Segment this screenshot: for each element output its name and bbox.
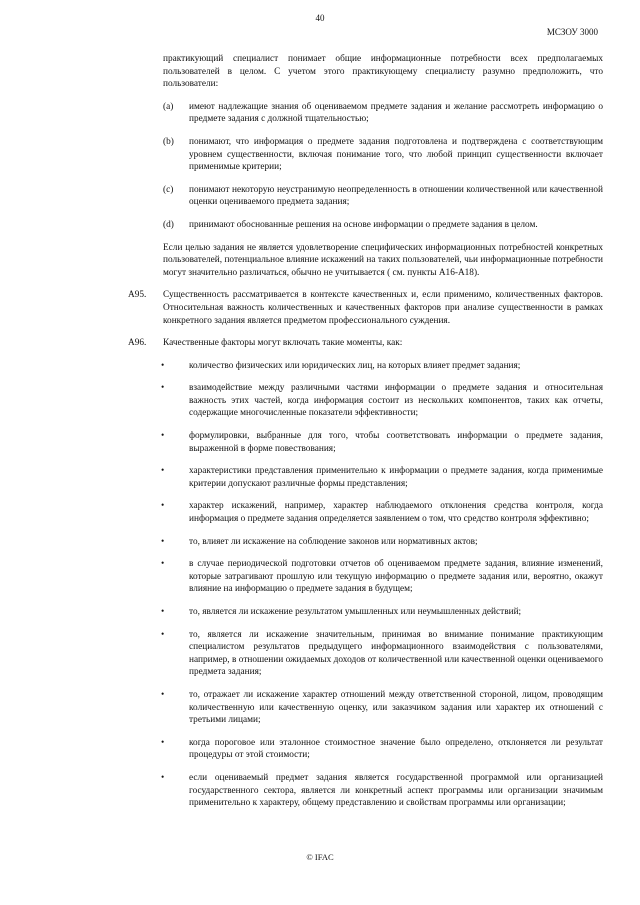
list-marker: (b) — [163, 136, 174, 147]
bullet-text: когда пороговое или эталонное стоимостное значение было определено, отклоняется ли результат процедуры от этой стоимости; — [189, 737, 603, 761]
list-item-text: понимают некоторую неустранимую неопределенность в отношении количественной или качественной оценки оцениваемого предмета задания; — [189, 184, 603, 208]
bullet-icon: • — [161, 536, 165, 547]
bullet-item — [161, 465, 603, 490]
bullet-item — [161, 558, 603, 596]
list-marker: (d) — [163, 219, 174, 230]
closing-paragraph: Если целью задания не является удовлетворение специфических информационных потребностей конкретных пользователей, потенциальное влияние искажений на таких пользователей, чьи информационные потребности могут значительно различаться, обычно не учитывается ( см. пункты А16-А18). — [163, 242, 603, 278]
bullet-icon: • — [161, 689, 165, 700]
paragraph-a95 — [128, 289, 603, 327]
bullet-icon: • — [161, 466, 165, 477]
list-item-b — [163, 136, 603, 174]
bullet-icon: • — [161, 383, 165, 394]
bullet-item — [161, 606, 603, 619]
bullet-item — [161, 360, 603, 373]
bullet-text: характер искажений, например, характер наблюдаемого отклонения средства контроля, когда информация о предмете задания определяется заявлением о том, что средство контроля эффективно; — [189, 501, 603, 525]
document-code: МСЗОУ 3000 — [546, 27, 598, 37]
bullet-text: если оцениваемый предмет задания является государственной программой или организацией государственного сектора, является ли конкретный аспект программы или организации значимым применительно к характеру, общему представлению и свойствам программы или организации; — [189, 772, 603, 809]
bullet-text: то, отражает ли искажение характер отношений между ответственной стороной, лицом, проводящим количественную или качественную оценку, или заказчиком задания или характер их отношений с третьими лицами; — [189, 689, 603, 726]
paragraph-number: А96. — [128, 338, 147, 349]
bullet-item — [161, 382, 603, 420]
bullet-item — [161, 737, 603, 762]
bullet-item — [161, 772, 603, 810]
footer-copyright: © IFAC — [306, 852, 334, 862]
bullet-icon: • — [161, 431, 165, 442]
list-marker: (c) — [163, 184, 174, 195]
bullet-text: количество физических или юридических лиц, на которых влияет предмет задания; — [189, 360, 521, 371]
paragraph-text: Качественные факторы могут включать такие моменты, как: — [163, 338, 403, 349]
list-item-a — [163, 101, 603, 126]
bullet-item — [161, 629, 603, 679]
intro-paragraph: практикующий специалист понимает общие информационные потребности всех предполагаемых пользователей в целом. С учетом этого практикующему специалисту разумно предположить, что пользователи: — [163, 54, 603, 90]
bullet-item — [161, 500, 603, 525]
page-body — [0, 53, 640, 810]
bullet-icon: • — [161, 629, 165, 640]
bullet-icon: • — [161, 772, 165, 783]
list-item-text: принимают обоснованные решения на основе информации о предмете задания в целом. — [189, 219, 538, 230]
bullet-text: формулировки, выбранные для того, чтобы соответствовать информации о предмете задания, выраженной в форме повествования; — [189, 431, 603, 454]
bullet-text: взаимодействие между различными частями информации о предмете задания и относительная важность этих частей, когда информация состоит из нескольких компонентов, таких как отчеты, содержащие многочисленные показатели эффективности; — [189, 383, 603, 419]
bullet-text: в случае периодической подготовки отчетов об оцениваемом предмете задания, влияние изменений, которые затрагивают прошлую или текущую информацию о предмете задания или, вероятно, окажут влияние на информацию о предмете задания в будущем; — [189, 559, 603, 595]
page-number: 40 — [315, 13, 325, 23]
bullet-icon: • — [161, 737, 165, 748]
bullet-icon: • — [161, 501, 165, 512]
bullet-text: то, влияет ли искажение на соблюдение законов или нормативных актов; — [189, 536, 478, 547]
bullet-text: то, является ли искажение значительным, принимая во внимание понимание практикующим специалистом результатов предыдущего информационного взаимодействия с пользователями, например, в отношении ожидаемых доходов от количественной или качественной оценки оцениваемого предмета задания; — [189, 629, 603, 678]
bullet-icon: • — [161, 360, 165, 371]
bullet-text: то, является ли искажение результатом умышленных или неумышленных действий; — [189, 607, 522, 617]
list-marker: (a) — [163, 101, 174, 112]
bullet-text: характеристики представления применительно к информации о предмете задания, когда применимые критерии допускают различные формы представления; — [189, 466, 603, 489]
bullet-item — [161, 536, 603, 549]
bullet-item — [161, 689, 603, 727]
list-item-c — [163, 184, 603, 209]
paragraph-number: А95. — [128, 290, 147, 301]
list-item-text: понимают, что информация о предмете задания подготовлена и подтверждена с соответствующим уровнем существенности, включая понимание того, что любой принцип существенности включает применимые критерии; — [189, 136, 603, 173]
paragraph-text: Существенность рассматривается в контексте качественных и, если применимо, количественных факторов. Относительная важность количественных и качественных факторов при анализе существенности в рамках конкретного задания является предметом профессионального суждения. — [163, 290, 603, 326]
list-item-text: имеют надлежащие знания об оцениваемом предмете задания и желание рассмотреть информацию о предмете задания с должной тщательностью; — [189, 101, 603, 125]
bullet-icon: • — [161, 607, 165, 617]
list-item-d — [163, 219, 603, 232]
paragraph-a96 — [128, 337, 603, 350]
bullet-icon: • — [161, 559, 165, 570]
bullet-item — [161, 430, 603, 455]
